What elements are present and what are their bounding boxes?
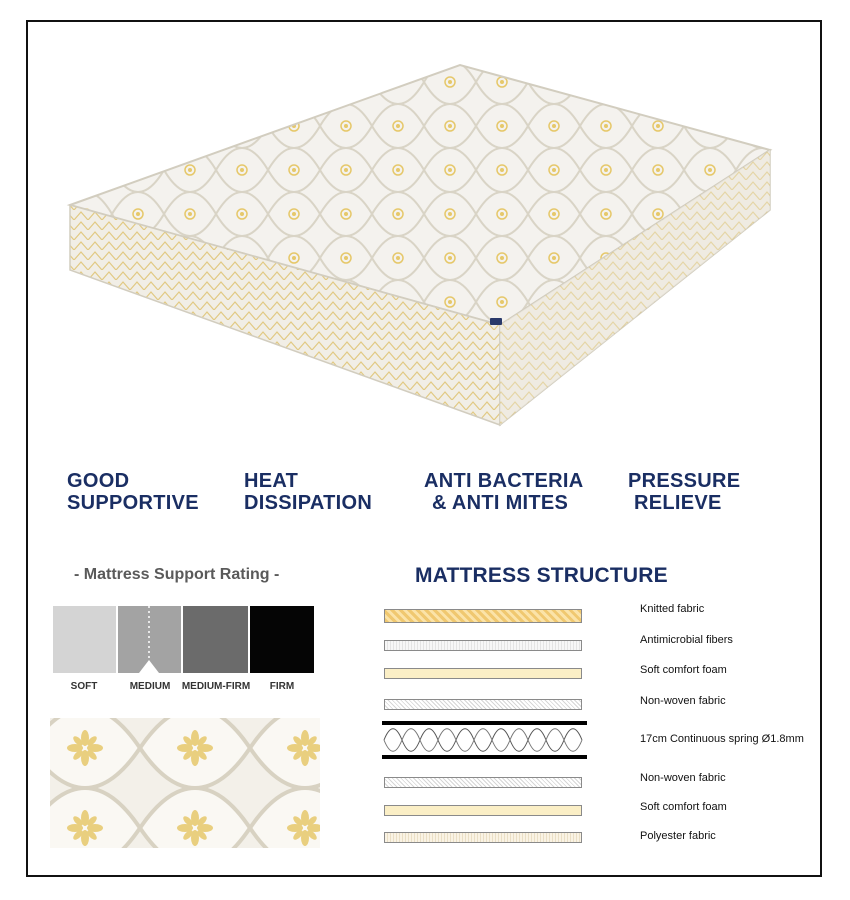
rating-swatch-medium <box>118 606 181 673</box>
feature-line-2: SUPPORTIVE <box>67 492 199 514</box>
mattress-hero-image <box>60 60 780 430</box>
rating-label-firm: FIRM <box>269 681 295 692</box>
layer-soft-comfort-foam <box>384 668 582 679</box>
rating-swatch-firm <box>250 606 314 673</box>
layer-label-knitted-fabric: Knitted fabric <box>640 603 705 615</box>
layer-knitted-fabric <box>384 609 582 623</box>
feature-line-2: & ANTI MITES <box>432 492 569 514</box>
layer-label-polyester-fabric: Polyester fabric <box>640 830 716 842</box>
rating-swatch-medium-firm <box>183 606 248 673</box>
layer-label-continuous-spring: 17cm Continuous spring Ø1.8mm <box>640 733 804 745</box>
feature-heat-dissipation <box>244 470 372 514</box>
support-rating-title: - Mattress Support Rating - <box>74 566 280 583</box>
layer-non-woven-fabric-bottom <box>384 777 582 788</box>
feature-good-supportive <box>67 470 199 514</box>
feature-line-2: DISSIPATION <box>244 492 373 514</box>
layer-soft-comfort-foam-bottom <box>384 805 582 816</box>
feature-line-1: GOOD <box>67 470 130 492</box>
layer-label-non-woven-fabric-top: Non-woven fabric <box>640 695 726 707</box>
rating-label-medium: MEDIUM <box>129 681 171 692</box>
feature-anti-bacteria <box>424 470 583 514</box>
mattress-structure-title: MATTRESS STRUCTURE <box>415 564 668 587</box>
feature-pressure-relieve <box>628 470 740 514</box>
layer-continuous-spring <box>382 721 587 759</box>
layer-label-antimicrobial-fibers: Antimicrobial fibers <box>640 634 733 646</box>
feature-line-1: HEAT <box>244 470 299 492</box>
spring-coil-icon <box>382 725 587 755</box>
feature-line-1: PRESSURE <box>628 470 741 492</box>
layer-label-non-woven-fabric-bottom: Non-woven fabric <box>640 772 726 784</box>
layer-non-woven-fabric-top <box>384 699 582 710</box>
fabric-closeup-image <box>50 718 320 848</box>
layer-label-soft-comfort-foam: Soft comfort foam <box>640 664 727 676</box>
medium-selected-marker-icon <box>118 606 181 673</box>
layer-polyester-fabric <box>384 832 582 843</box>
feature-line-2: RELIEVE <box>634 492 722 514</box>
rating-swatch-soft <box>53 606 116 673</box>
rating-label-soft: SOFT <box>70 681 98 692</box>
feature-line-1: ANTI BACTERIA <box>424 470 584 492</box>
layer-label-soft-comfort-foam-bottom: Soft comfort foam <box>640 801 727 813</box>
layer-antimicrobial-fibers <box>384 640 582 651</box>
rating-label-medium-firm: MEDIUM-FIRM <box>181 681 251 692</box>
